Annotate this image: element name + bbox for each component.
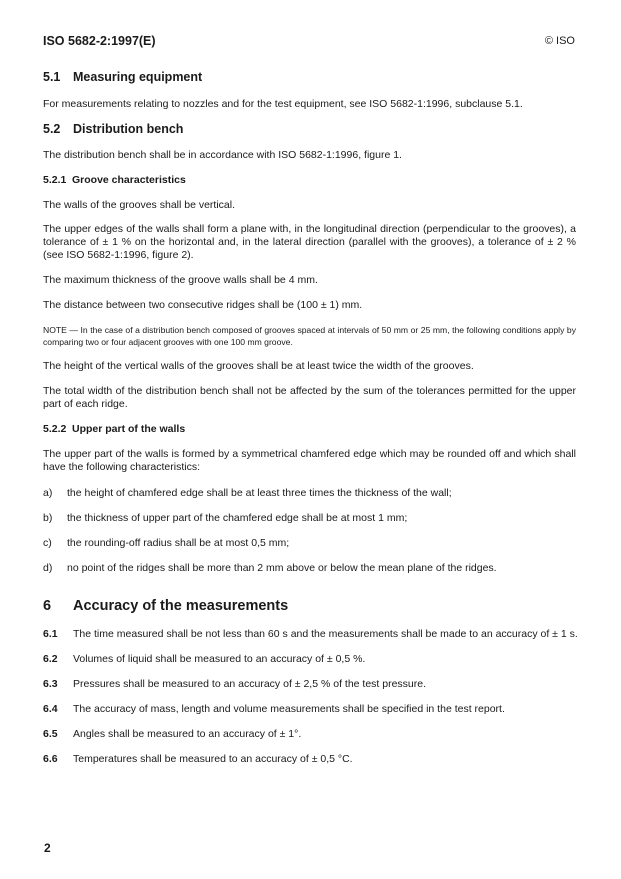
list-item — [43, 512, 407, 524]
subsection-heading-5-2-1 — [43, 174, 186, 186]
clause-number: 6.4 — [43, 703, 58, 715]
clause-6-3 — [43, 678, 426, 690]
clause-6-4 — [43, 703, 505, 715]
document-id: ISO 5682-2:1997(E) — [43, 34, 156, 48]
clause-text: Angles shall be measured to an accuracy of ± 1°. — [73, 728, 302, 740]
clause-text: The accuracy of mass, length and volume measurements shall be specified in the test report. — [73, 703, 505, 715]
clause-number: 6.3 — [43, 678, 58, 690]
section-number: 6 — [43, 598, 52, 614]
section-heading-5-1 — [43, 70, 202, 84]
paragraph: The distance between two consecutive ridges shall be (100 ± 1) mm. — [43, 299, 363, 311]
section-title: Measuring equipment — [73, 70, 203, 84]
clause-number: 6.5 — [43, 728, 58, 740]
list-text: the thickness of upper part of the chamfered edge shall be at most 1 mm; — [67, 512, 408, 524]
clause-6-5 — [43, 728, 301, 740]
subsection-heading-5-2-2 — [43, 423, 185, 435]
copyright-mark: © ISO — [544, 35, 575, 47]
list-text: no point of the ridges shall be more than 2 mm above or below the mean plane of the ridges. — [67, 562, 497, 574]
subsection-title: Groove characteristics — [72, 174, 186, 186]
clause-text: Pressures shall be measured to an accuracy of ± 2,5 % of the test pressure. — [73, 678, 427, 690]
paragraph: The maximum thickness of the groove walls shall be 4 mm. — [43, 274, 318, 286]
list-label: a) — [43, 487, 53, 499]
paragraph: The height of the vertical walls of the grooves shall be at least twice the width of the grooves. — [43, 360, 474, 372]
list-item — [43, 487, 452, 499]
section-heading-6 — [43, 598, 288, 614]
subsection-title: Upper part of the walls — [72, 423, 186, 435]
paragraph: The upper edges of the walls shall form a plane with, in the longitudinal direction (perpendicular to the grooves), a tolerance of ± 1 % on the horizontal and, in the lateral direction (parallel with the grooves), a tolerance of ± 2 % (see ISO 5682-1:1996, figure 2). — [43, 223, 576, 261]
clause-text: The time measured shall be not less than 60 s and the measurements shall be made to an accuracy of ± 1 s. — [73, 628, 578, 640]
list-label: b) — [43, 512, 53, 524]
list-label: c) — [43, 537, 52, 549]
page-number: 2 — [44, 841, 51, 855]
paragraph: The walls of the grooves shall be vertical. — [43, 199, 236, 211]
list-text: the height of chamfered edge shall be at least three times the thickness of the wall; — [67, 487, 452, 499]
section-number: 5.2 — [43, 122, 61, 136]
paragraph: The distribution bench shall be in accordance with ISO 5682-1:1996, figure 1. — [43, 149, 402, 161]
list-text: the rounding-off radius shall be at most 0,5 mm; — [67, 537, 290, 549]
clause-number: 6.6 — [43, 753, 58, 765]
clause-6-1 — [43, 628, 578, 640]
clause-text: Volumes of liquid shall be measured to an accuracy of ± 0,5 %. — [73, 653, 366, 665]
clause-text: Temperatures shall be measured to an accuracy of ± 0,5 °C. — [73, 753, 353, 765]
note: NOTE — In the case of a distribution bench composed of grooves spaced at intervals of 50 mm or 25 mm, the following conditions apply by comparing two or four adjacent grooves with one 100 mm groove. — [43, 325, 576, 347]
clause-6-6 — [43, 753, 353, 765]
clause-number: 6.2 — [43, 653, 58, 665]
section-title: Accuracy of the measurements — [73, 598, 289, 614]
list-label: d) — [43, 562, 53, 574]
section-heading-5-2 — [43, 122, 183, 136]
paragraph: For measurements relating to nozzles and for the test equipment, see ISO 5682-1:1996, subclause 5.1. — [43, 98, 523, 110]
section-title: Distribution bench — [73, 122, 184, 136]
clause-number: 6.1 — [43, 628, 58, 640]
clause-6-2 — [43, 653, 365, 665]
list-item — [43, 537, 289, 549]
paragraph: The total width of the distribution bench shall not be affected by the sum of the tolerances permitted for the upper part of each ridge. — [43, 385, 576, 410]
list-item — [43, 562, 497, 574]
subsection-number: 5.2.1 — [43, 174, 67, 186]
subsection-number: 5.2.2 — [43, 423, 67, 435]
paragraph: The upper part of the walls is formed by a symmetrical chamfered edge which may be rounded off and which shall have the following characteristics: — [43, 448, 576, 473]
section-number: 5.1 — [43, 70, 61, 84]
